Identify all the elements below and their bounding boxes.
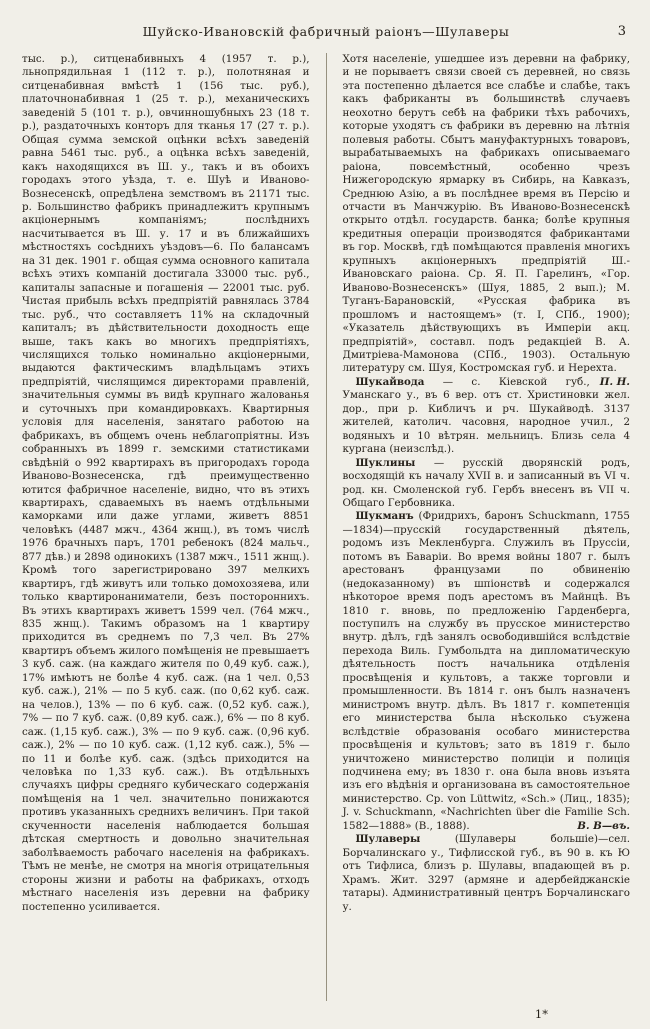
left-column — [22, 53, 310, 1001]
author-signature: П. Н. — [599, 375, 630, 388]
left-column-text: тыс. р.), ситценабивныхъ 4 (1957 т. р.), льнопрядильная 1 (112 т. р.), полотняная и ситценабивная вмѣстѣ 1 (156 тыс. руб.), платочнонабивная 1 (25 т. р.), механическихъ заведеній 5 (101 т. р.), овчинношубныхъ 23 (18 т. р.), раздаточныхъ конторъ для тканья 17 (27 т. р.). Общая сумма земской оцѣнки всѣхъ заведеній равна 5461 тыс. руб., а оцѣнка всѣхъ заведеній, какъ находящихся въ Ш. у., такъ и въ обоихъ городахъ этого уѣзда, т. е. Шуѣ и Иваново-Вознесенскѣ, опредѣлена земствомъ въ 21171 тыс. р. Большинство фабрикъ принадлежитъ крупнымъ акціонернымъ компаніямъ; послѣднихъ насчитывается въ Ш. у. 17 и въ ближайшихъ мѣстностяхъ сосѣднихъ уѣздовъ—6. По балансамъ на 31 дек. 1901 г. общая сумма основного капитала всѣхъ этихъ компаній достигала 33000 тыс. руб., капиталы запасные и погашенія — 22001 тыс. руб. Чистая прибыль всѣхъ предпріятій равнялась 3784 тыс. руб., что составляетъ 11% на складочный капиталъ; въ дѣйствительности доходность еще выше, такъ какъ во многихъ предпріятіяхъ, числящихся только номинально акціонерными, выдаются фактическимъ владѣльцамъ этихъ предпріятій, числящимся директорами правленій, значительныя суммы въ видѣ крупнаго жалованья и суточныхъ при командировкахъ. Квартирныя условія для населенія, занятаго работою на фабрикахъ, въ общемъ очень неблагопріятны. Изъ собранныхъ въ 1899 г. земскими статистиками свѣдѣній о 992 квартирахъ въ пригородахъ города Иваново-Вознесенска, гдѣ преимущественно ютится фабричное населеніе, видно, что въ этихъ квартирахъ, сдаваемыхъ въ наемъ отдѣльными каморками или даже углами, живетъ 8851 человѣкъ (4487 мжч., 4364 жнщ.), въ томъ числѣ 1976 брачныхъ паръ, 1701 ребенокъ (824 мальч., 877 дѣв.) и 2898 одинокихъ (1387 мжч., 1511 жнщ.). Кромѣ того зарегистрировано 397 мелкихъ квартиръ, гдѣ живутъ или только домохозяева, или только квартиронаниматели, безъ постороннихъ. Въ этихъ квартирахъ живетъ 1599 чел. (764 мжч., 835 жнщ.). Такимъ образомъ на 1 квартиру приходится въ среднемъ по 7,3 чел. Въ 27% квартиръ объемъ жилого помѣщенія не превышаетъ 3 куб. саж. (на каждаго жителя по 0,49 куб. саж.), 17% имѣютъ не болѣе 4 куб. саж. (на 1 чел. 0,53 куб. саж.), 21% — по 5 куб. саж. (по 0,62 куб. саж. на челов.), 13% — по 6 куб. саж. (0,52 куб. саж.), 7% — по 7 куб. саж. (0,89 куб. саж.), 6% — по 8 куб. саж. (1,15 куб. саж.), 3% — по 9 куб. саж. (0,96 куб. саж.), 2% — по 10 куб. саж. (1,12 куб. саж.), 5% — по 11 и болѣе куб. саж. (здѣсь приходится на человѣка по 1,33 куб. саж.). Въ отдѣльныхъ случаяхъ цифры средняго кубическаго содержанія помѣщенія на 1 чел. значительно понижаются противъ указанныхъ среднихъ величинъ. При такой скученности населенія наблюдается большая дѣтская смертность и довольно значительная заболѣваемость рабочаго населенія на фабрикахъ. Тѣмъ не менѣе, не смотря на многія отрицательныя стороны жизни и работы на фабрикахъ, отходъ мѣстнаго населенія изъ деревни на фабрику постепенно усиливается. — [22, 53, 310, 913]
continuation-text: Хотя населеніе, ушедшее изъ деревни на фабрику, и не порываетъ связи своей съ деревней, но связь эта постепенно дѣлается все слабѣе и слабѣе, такъ какъ фабриканты въ большинствѣ случаевъ неохотно берутъ себѣ на фабрики тѣхъ рабочихъ, которые уходятъ съ фабрики въ деревню на лѣтнія полевыя работы. Сбытъ мануфактурныхъ товаровъ, вырабатываемыхъ на фабрикахъ описываемаго раіона, повсемѣстный, особенно чрезъ Нижегородскую ярмарку въ Сибирь, на Кавказъ, Среднюю Азію, а въ послѣднее время въ Персію и отчасти въ Манчжурію. Въ Иваново-Вознесенскѣ открыто отдѣл. государств. банка; болѣе крупныя кредитныя операціи производятся фабрикантами въ гор. Москвѣ, гдѣ помѣщаются правленія многихъ крупныхъ акціонерныхъ предпріятій Ш.-Ивановскаго раіона. Ср. Я. П. Гарелинъ, «Гор. Иваново-Вознесенскъ» (Шуя, 1885, 2 вып.); М. Туганъ-Барановскій, «Русская фабрика въ прошломъ и настоящемъ» (т. I, СПб., 1900); «Указатель дѣйствующихъ въ Имперіи акц. предпріятій», составл. подъ редакціей В. А. Дмитріева-Мамонова (СПб., 1903). Остальную литературу см. Шуя, Костромская губ. и Нерехта. — [342, 53, 630, 375]
entry-term: Шулаверы — [355, 833, 421, 846]
entry-shulavery — [343, 833, 631, 914]
entry-term: Шукайвода — [355, 375, 425, 388]
entry-shukaivoda — [343, 376, 631, 457]
entry-shukmann — [343, 510, 631, 833]
text-columns — [22, 53, 630, 1001]
entry-term: Шуклины — [355, 456, 416, 469]
entry-term: Шукманъ — [355, 510, 414, 523]
entry-text: — с. Кіевской губ., Уманскаго у., въ 6 вер. отъ ст. Христиновки жел. дор., при р. Кибличъ и рч. Шукайводѣ. 3137 жителей, католич. часовня, народное учил., 2 водяныхъ и 10 вѣтрян. мельницъ. Близь села 4 кургана (неизслѣд.). — [342, 375, 630, 456]
entry-text: (Шулаверы большіе)—сел. Борчалинскаго у., Тифлисской губ., въ 90 в. къ Ю отъ Тифлиса, близъ р. Шулавы, впадающей въ р. Храмъ. Жит. 3297 (армяне и адербейджанскіе татары). Административный центръ Борчалинскаго у. — [342, 833, 630, 913]
author-signature: В. В—въ. — [577, 819, 630, 832]
running-header — [22, 24, 630, 39]
article-continuation-left — [22, 53, 310, 914]
column-divider — [326, 53, 327, 1001]
page-title: Шуйско-Ивановскій фабричный раіонъ—Шулаверы — [142, 24, 510, 39]
page-number: 3 — [617, 24, 626, 39]
entry-text: — русскій дворянскій родъ, восходящій къ началу XVII в. и записанный въ VI ч. род. кн. Смоленской губ. Гербъ внесенъ въ VII ч. Общаго Гербовника. — [342, 456, 630, 509]
entry-text: (Фридрихъ, баронъ Schuckmann, 1755—1834)—прусскій государственный дѣятель, родомъ изъ Мекленбурга. Служилъ въ Пруссіи, потомъ въ Баваріи. Во время войны 1807 г. былъ арестованъ французами по обвиненію (недоказанному) въ шпіонствѣ и содержался нѣкоторое время подъ арестомъ въ Майнцѣ. Въ 1810 г. вновь, по предложенію Гарденберга, поступилъ на службу въ прусское министерство внутр. дѣлъ, гдѣ занялъ освободившійся вслѣдствіе перехода Виль. Гумбольдта на дипломатическую дѣятельность постъ начальника отдѣленія просвѣщенія и культовъ, а также торговли и промышленности. Въ 1814 г. онъ былъ назначенъ министромъ внутр. дѣлъ. Въ 1817 г. компетенція его министерства была нѣсколько съужена вслѣдствіе образованія особаго министерства просвѣщенія и культовъ; зато въ 1819 г. было уничтожено министерство полиціи и полиція подчинена ему; въ 1830 г. она была вновь изъята изъ его вѣдѣнія и организована въ самостоятельное министерство. Ср. von Lüttwitz, «Sch.» (Лиц., 1835); J. v. Schuckmann, «Nachrichten über die Familie Sch. 1582—1888» (B., 1888). — [342, 510, 630, 832]
right-column — [343, 53, 631, 1001]
printers-signature-mark: 1* — [534, 1007, 548, 1021]
entry-shukliny — [343, 457, 631, 511]
